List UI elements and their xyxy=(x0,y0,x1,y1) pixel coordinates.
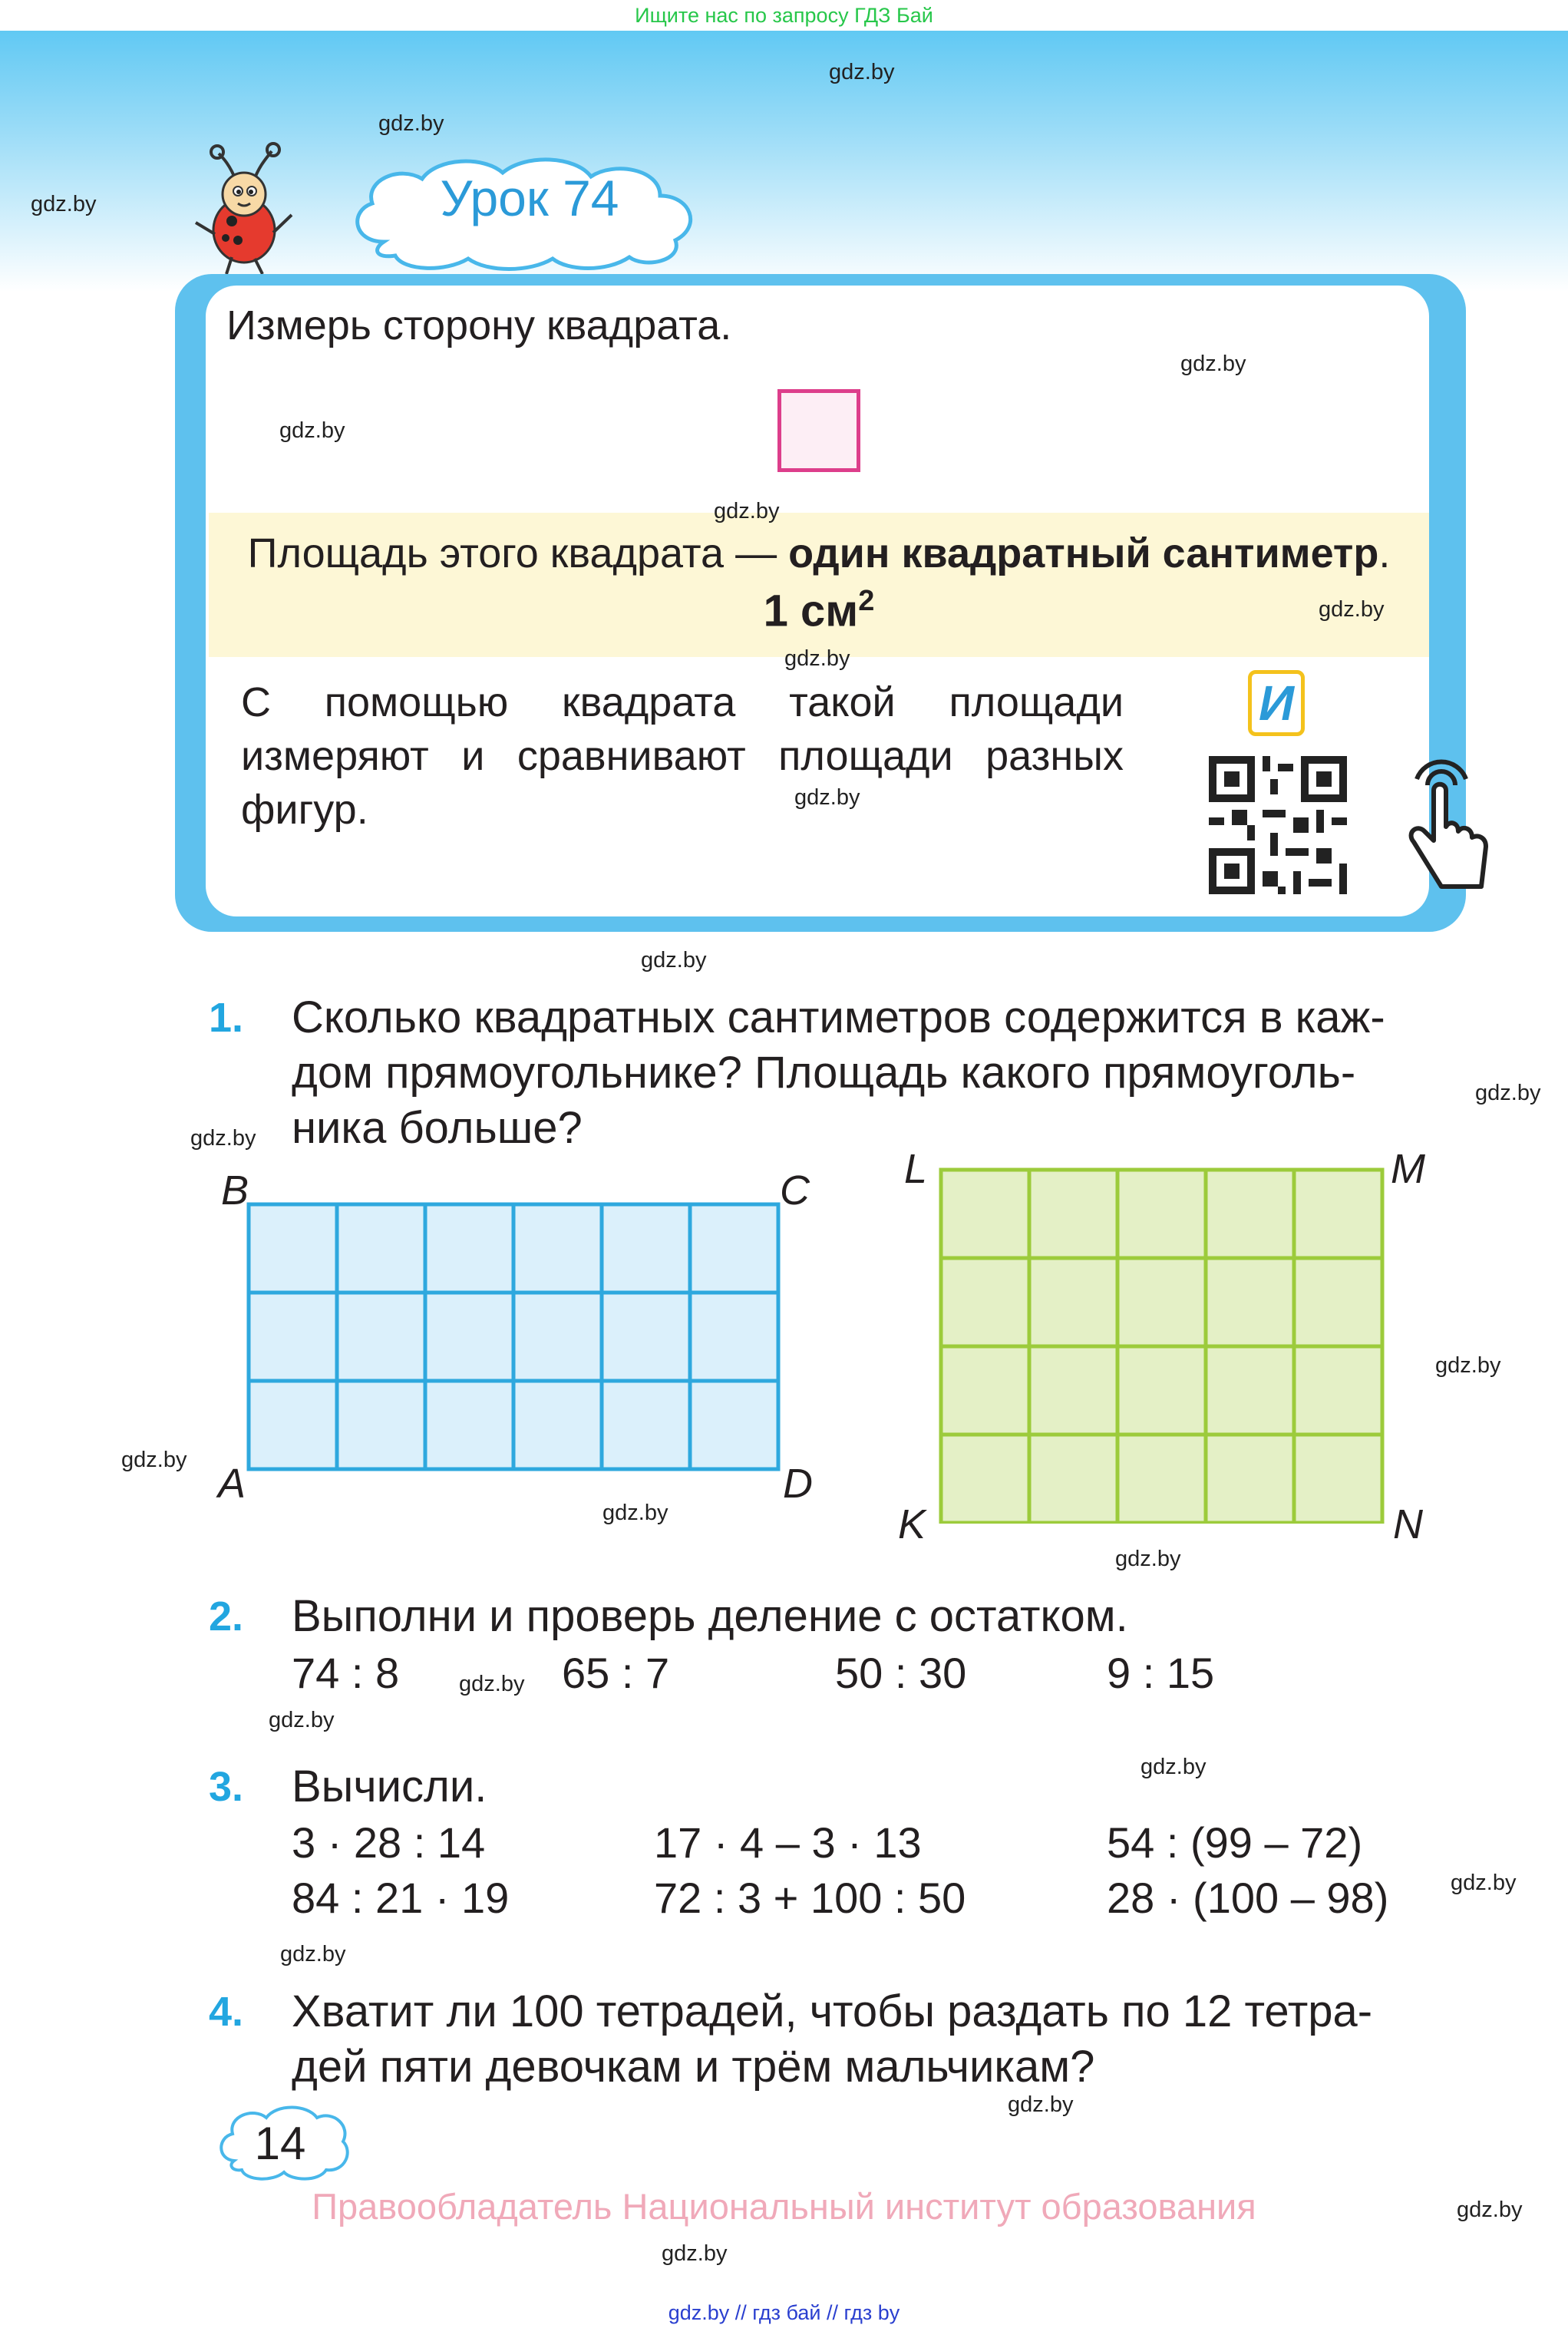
grid-cell xyxy=(941,1170,1029,1258)
unit-notation xyxy=(209,585,1429,636)
watermark: gdz.by xyxy=(829,60,895,84)
task-2-expr: 65 : 7 xyxy=(562,1649,670,1697)
rectangle-abcd xyxy=(246,1201,783,1474)
grid-cell xyxy=(425,1204,513,1293)
ladybug-icon xyxy=(192,142,299,276)
task-3-expr: 17 · 4 – 3 · 13 xyxy=(654,1818,922,1867)
watermark: gdz.by xyxy=(121,1448,187,1472)
grid-cell xyxy=(337,1293,425,1381)
watermark: gdz.by xyxy=(714,499,780,523)
watermark: gdz.by xyxy=(1141,1755,1207,1779)
info-badge: И xyxy=(1248,670,1305,736)
grid-cell xyxy=(1294,1435,1382,1523)
grid-cell xyxy=(1117,1435,1206,1523)
grid-cell xyxy=(690,1204,778,1293)
grid-cell xyxy=(690,1293,778,1381)
label-n: N xyxy=(1393,1501,1423,1547)
top-banner-text[interactable]: Ищите нас по запросу ГДЗ Бай xyxy=(635,4,933,27)
task-2-text: Выполни и проверь деление с остатком. xyxy=(292,1591,1128,1641)
label-m: M xyxy=(1391,1146,1425,1192)
grid-cell xyxy=(941,1258,1029,1346)
watermark: gdz.by xyxy=(1475,1081,1541,1105)
grid-cell xyxy=(513,1204,602,1293)
touch-hand-icon[interactable] xyxy=(1388,748,1495,902)
watermark: gdz.by xyxy=(378,111,444,136)
grid-cell xyxy=(249,1204,337,1293)
definition-prefix: Площадь этого квадрата — xyxy=(247,530,789,576)
definition-text xyxy=(209,530,1429,577)
task-1-text xyxy=(292,990,1385,1156)
watermark: gdz.by xyxy=(784,646,850,671)
task-4-line: Хватит ли 100 тетрадей, чтобы раздать по 12 тетра- xyxy=(292,1986,1373,2036)
copyright-text: Правообладатель Национальный институт образования xyxy=(312,2186,1256,2227)
unit-value: 1 см xyxy=(763,586,859,636)
grid-cell xyxy=(425,1293,513,1381)
label-a: A xyxy=(218,1461,246,1507)
grid-cell xyxy=(1294,1258,1382,1346)
task-1-line: Сколько квадратных сантиметров содержится в каж- xyxy=(292,992,1385,1042)
label-d: D xyxy=(783,1461,813,1507)
definition-suffix: . xyxy=(1378,530,1391,576)
task-3-expr: 72 : 3 + 100 : 50 xyxy=(654,1874,966,1922)
grid-cell xyxy=(1206,1435,1294,1523)
watermark: gdz.by xyxy=(1457,2198,1523,2222)
task-2-number: 2. xyxy=(209,1593,244,1640)
grid-cell xyxy=(602,1293,690,1381)
watermark: gdz.by xyxy=(1180,352,1246,376)
page-number: 14 xyxy=(254,2118,306,2169)
grid-cell xyxy=(1029,1170,1117,1258)
task-3-text: Вычисли. xyxy=(292,1762,487,1811)
watermark: gdz.by xyxy=(1115,1547,1181,1571)
grid-cell xyxy=(602,1204,690,1293)
task-3-expr: 3 · 28 : 14 xyxy=(292,1818,486,1867)
task-3-number: 3. xyxy=(209,1764,244,1810)
grid-cell xyxy=(249,1293,337,1381)
watermark: gdz.by xyxy=(1319,597,1385,622)
grid-cell xyxy=(1294,1170,1382,1258)
grid-cell xyxy=(1117,1346,1206,1435)
grid-cell xyxy=(1117,1170,1206,1258)
task-2-expr: 9 : 15 xyxy=(1107,1649,1215,1697)
grid-cell xyxy=(690,1381,778,1469)
task-2-expr: 50 : 30 xyxy=(835,1649,967,1697)
watermark: gdz.by xyxy=(280,1942,346,1966)
task-1-line: дом прямоугольнике? Площадь какого прямоуголь- xyxy=(292,1048,1356,1098)
watermark: gdz.by xyxy=(1008,2092,1074,2117)
label-c: C xyxy=(780,1167,810,1214)
grid-cell xyxy=(1206,1170,1294,1258)
label-k: K xyxy=(898,1501,926,1547)
watermark: gdz.by xyxy=(662,2241,728,2266)
measure-instruction: Измерь сторону квадрата. xyxy=(226,302,732,348)
task-4-text xyxy=(292,1984,1372,2095)
grid-cell xyxy=(1206,1258,1294,1346)
grid-cell xyxy=(1294,1346,1382,1435)
watermark: gdz.by xyxy=(31,192,97,216)
grid-cell xyxy=(1206,1346,1294,1435)
watermark: gdz.by xyxy=(459,1672,525,1696)
grid-cell xyxy=(337,1204,425,1293)
watermark: gdz.by xyxy=(279,418,345,443)
task-2-expr: 74 : 8 xyxy=(292,1649,400,1697)
watermark: gdz.by xyxy=(1435,1353,1501,1378)
grid-cell xyxy=(337,1381,425,1469)
task-4-number: 4. xyxy=(209,1989,244,2035)
lesson-title: Урок 74 xyxy=(440,170,619,226)
grid-cell xyxy=(513,1293,602,1381)
grid-cell xyxy=(513,1381,602,1469)
grid-cell xyxy=(602,1381,690,1469)
label-b: B xyxy=(221,1167,249,1214)
watermark: gdz.by xyxy=(1451,1871,1517,1895)
info-paragraph: С помощью квадрата такой площади измеряют и сравнивают площади разных фигур. xyxy=(241,679,1124,833)
grid-cell xyxy=(941,1435,1029,1523)
task-3-expr: 54 : (99 – 72) xyxy=(1107,1818,1363,1867)
task-1-number: 1. xyxy=(209,995,244,1041)
definition-bold: один квадратный сантиметр xyxy=(788,530,1379,576)
grid-cell xyxy=(1029,1346,1117,1435)
footer-links[interactable]: gdz.by // гдз бай // гдз by xyxy=(668,2301,900,2324)
top-banner xyxy=(0,0,1568,31)
grid-cell xyxy=(249,1381,337,1469)
task-3-expr: 84 : 21 · 19 xyxy=(292,1874,510,1922)
watermark: gdz.by xyxy=(641,948,707,973)
watermark: gdz.by xyxy=(794,785,860,810)
square-cm-figure xyxy=(777,389,860,472)
qr-code-icon[interactable] xyxy=(1201,748,1355,902)
watermark: gdz.by xyxy=(190,1126,256,1151)
watermark: gdz.by xyxy=(602,1501,668,1525)
unit-power: 2 xyxy=(858,585,875,617)
task-4-line: дей пяти девочкам и трём мальчикам? xyxy=(292,2042,1095,2092)
task-1-line: ника больше? xyxy=(292,1103,583,1153)
rectangle-klmn xyxy=(938,1167,1387,1524)
watermark: gdz.by xyxy=(269,1708,335,1732)
task-3-expr: 28 · (100 – 98) xyxy=(1107,1874,1389,1922)
label-l: L xyxy=(904,1146,928,1192)
grid-cell xyxy=(941,1346,1029,1435)
grid-cell xyxy=(1029,1258,1117,1346)
grid-cell xyxy=(1117,1258,1206,1346)
grid-cell xyxy=(425,1381,513,1469)
grid-cell xyxy=(1029,1435,1117,1523)
